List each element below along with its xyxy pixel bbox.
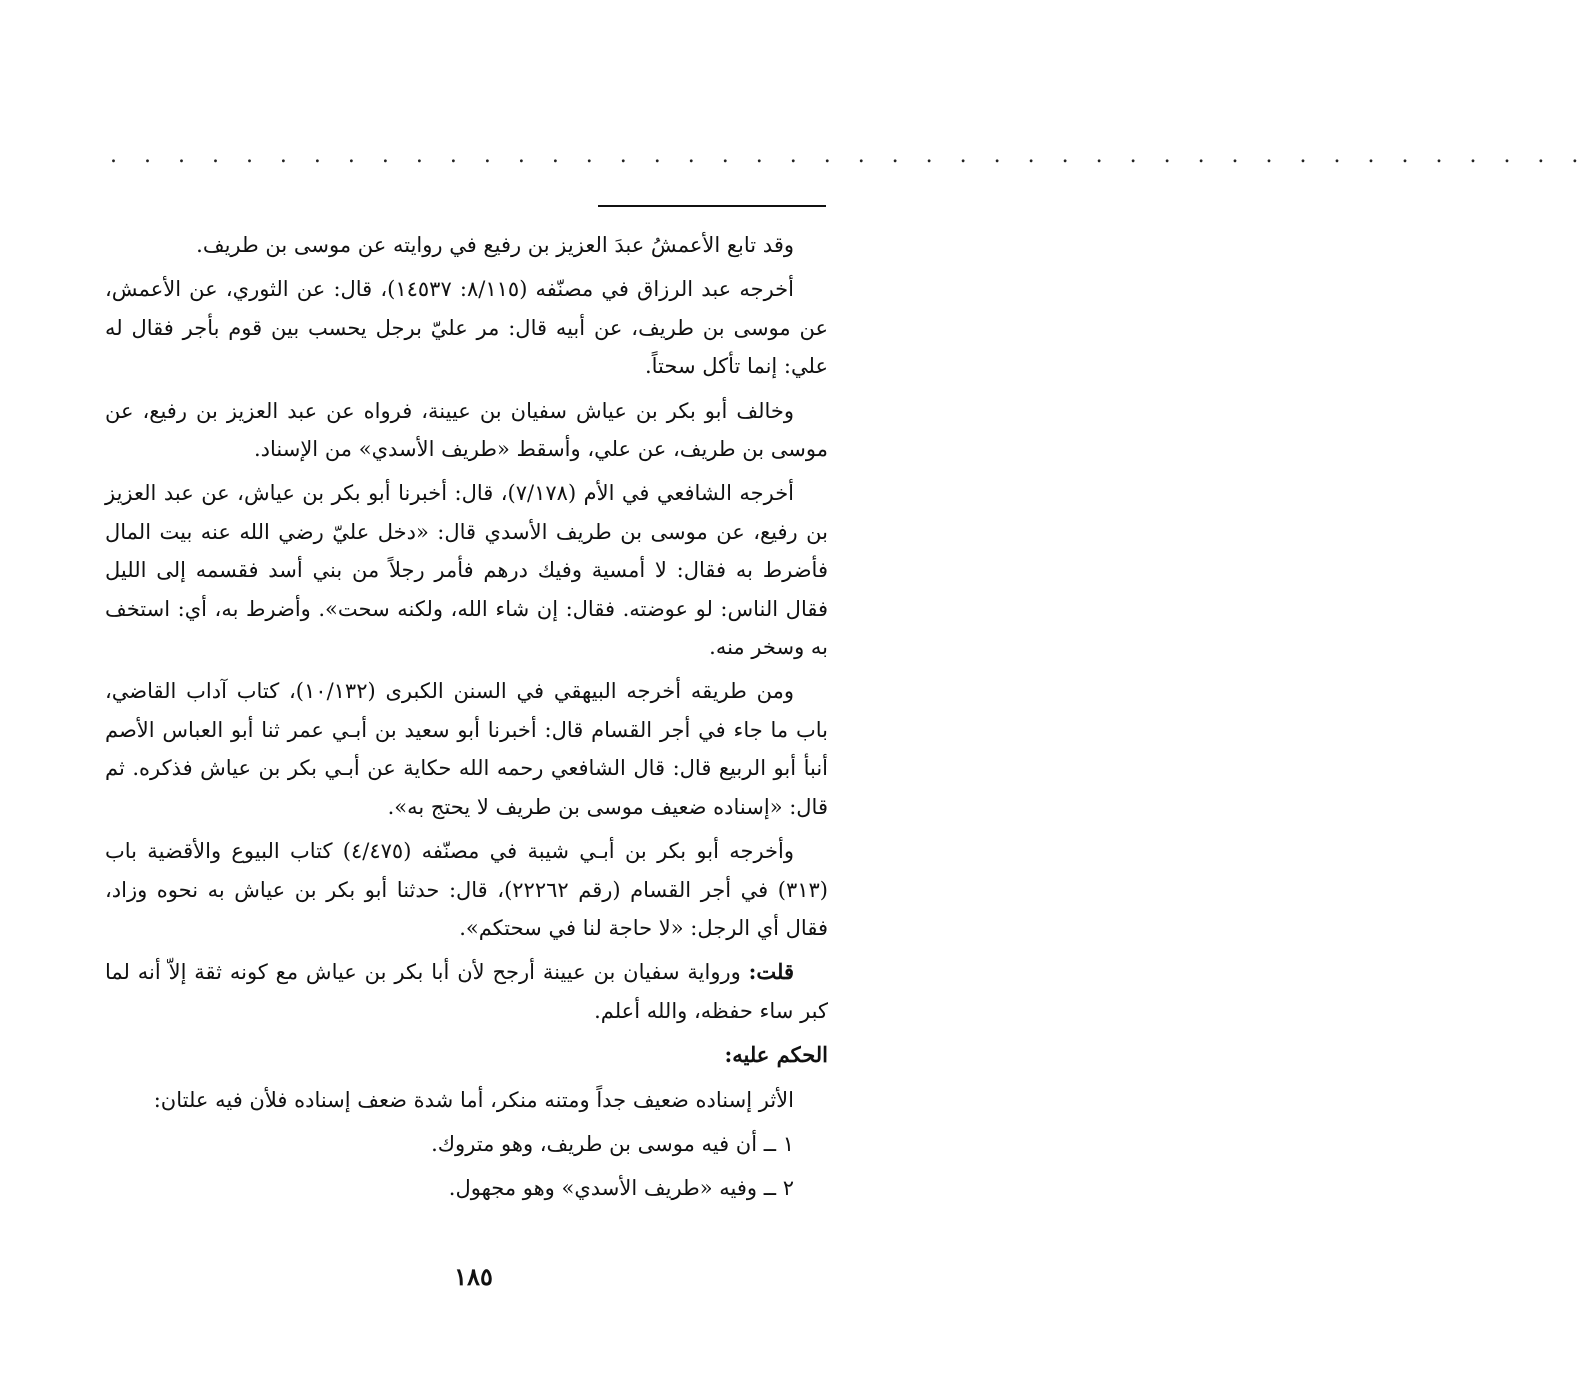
paragraph-6: وأخرجه أبو بكر بن أبـي شيبة في مصنّفه (٤/٤٧٥) كتاب البيوع والأقضية باب (٣١٣) في أجر القسام (رقم ٢٢٢٦٢)، قال: حدثنا أبو بكر بن عياش به نحوه وزاد، فقال أي الرجل: «لا حاجة لنا في سحتكم». [105,839,828,940]
paragraph-2: أخرجه عبد الرزاق في مصنّفه (٨/١١٥: ١٤٥٣٧)، قال: عن الثوري، عن الأعمش، عن موسى بن طريف، عن أبيه قال: مر عليّ برجل يحسب بين قوم بأجر فقال له علي: إنما تأكل سحتاً. [105,277,828,379]
paragraph-1: وقد تابع الأعمشُ عبدَ العزيز بن رفيع في روايته عن موسى بن طريف. [196,233,794,257]
paragraph-5: ومن طريقه أخرجه البيهقي في السنن الكبرى (١٠/١٣٢)، كتاب آداب القاضي، باب ما جاء في أجر القسام قال: أخبرنا أبو سعيد بن أبـي عمر ثنا أبو العباس الأصم أنبأ أبو الربيع قال: قال الشافعي رحمه الله حكاية عن أبـي بكر بن عياش فذكره. ثم قال: «إسناده ضعيف موسى بن طريف لا يحتج به». [105,679,828,819]
list-item: ٢ ــ وفيه «طريف الأسدي» وهو مجهول. [448,1176,794,1201]
list-item: ١ ــ أن فيه موسى بن طريف، وهو متروك. [431,1131,794,1156]
verdict-intro: الأثر إسناده ضعيف جداً ومتنه منكر، أما شدة ضعف إسناده فلأن فيه علتان: [153,1087,794,1112]
verdict-list [105,1125,828,1208]
note-paragraph [105,953,828,1030]
page-body [105,226,828,1214]
verdict-heading: الحكم عليه: [724,1042,828,1068]
paragraph-3: وخالف أبو بكر بن عياش سفيان بن عيينة، فرواه عن عبد العزيز بن رفيع، عن موسى بن طريف، عن علي، وأسقط «طريف الأسدي» من الإسناد. [105,398,828,462]
footnote-rule [598,205,826,207]
page-number: ١٨٥ [454,1262,493,1291]
dotted-separator: . . . . . . . . . . . . . . . . . . . . . . . . . . . . . . . . . . . . . . . . . . . . [110,143,1588,168]
paragraph-4: أخرجه الشافعي في الأم (٧/١٧٨)، قال: أخبرنا أبو بكر بن عياش، عن عبد العزيز بن رفيع، عن موسى بن طريف الأسدي قال: «دخل عليّ رضي الله عنه بيت المال فأضرط به فقال: لا أمسية وفيك درهم فأمر رجلاً من بني أسد فقسمه إلى الليل فقال الناس: لو عوضته. فقال: إن شاء الله، ولكنه سحت». وأضرط به، أي: استخف به وسخر منه. [105,481,828,660]
note-text: ورواية سفيان بن عيينة أرجح لأن أبا بكر بن عياش مع كونه ثقة إلاّ أنه لما كبر ساء حفظه، والله أعلم. [105,960,828,1023]
note-label: قلت: [748,959,794,985]
